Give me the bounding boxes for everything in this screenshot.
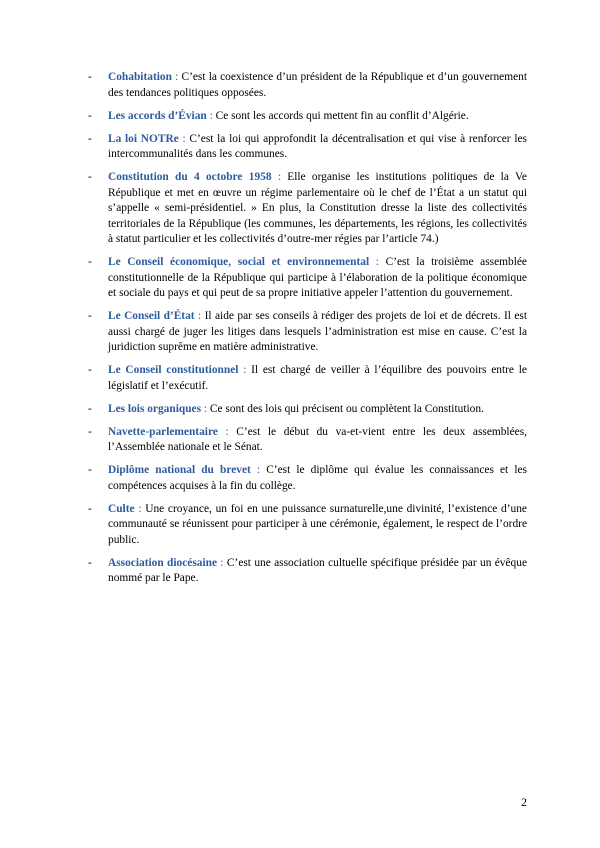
term: Le Conseil constitutionnel [108,364,239,376]
definition: Il est chargé de veiller à l’équilibre des pouvoirs entre le législatif et l’exécutif. [108,364,527,392]
term-separator: : [201,402,210,415]
term-separator: : [238,364,252,376]
definition: Ce sont des lois qui précisent ou complètent la Constitution. [209,402,484,415]
bullet-dash: - [88,402,92,415]
bullet-dash: - [88,425,92,438]
definition: C’est le diplôme qui évalue les connaissances et les compétences acquises à la fin du collège. [108,464,527,492]
term: Culte [108,502,135,515]
glossary-item-brevet [88,463,527,494]
term: Les lois organiques [108,402,202,415]
term: Association diocésaine [108,556,218,569]
glossary-item-conseil-constitutionnel [88,363,527,394]
glossary-item-constitution-1958 [88,170,527,248]
term-separator: : [134,502,146,515]
term: Le Conseil d’État [108,310,195,322]
term-separator: : [217,425,237,438]
term-separator: : [178,132,190,145]
term-separator: : [369,256,386,268]
bullet-dash: - [88,502,92,515]
glossary-item-navette-parlementaire [88,425,527,456]
bullet-dash: - [88,364,92,376]
glossary-item-loi-notre [88,132,527,163]
bullet-dash: - [88,256,92,268]
term-separator: : [194,310,205,322]
bullet-dash: - [88,71,92,83]
glossary-item-conseil-etat [88,309,527,356]
term: Cohabitation [108,71,172,83]
bullet-dash: - [88,556,92,569]
definition: Elle organise les institutions politiques de la Ve République et met en œuvre un régime parlementaire où le chef de l’État a un statut qui s’appelle « semi-présidentiel. » En plus, la Constitution dresse la liste des collectivités territoriales de la République (les communes, les départements, les régions, les collectivités à statut particulier et les collectivités d’outre-mer régies par l’article 74.) [108,171,527,245]
term: Constitution du 4 octobre 1958 [108,171,272,183]
glossary-item-cohabitation [88,70,527,101]
term: Navette-parlementaire [108,425,218,438]
definition: C’est une association cultuelle spécifique présidée par un évêque nommé par le Pape. [108,556,528,584]
definition: C’est la coexistence d’un président de la République et d’un gouvernement des tendances politiques opposées. [108,71,527,99]
glossary-item-accords-evian [88,109,527,125]
term: Diplôme national du brevet [108,464,251,476]
page-number: 2 [521,795,527,809]
bullet-dash: - [88,132,92,145]
glossary-item-cese [88,255,527,302]
bullet-dash: - [88,171,92,183]
definition: Ce sont les accords qui mettent fin au conflit d’Algérie. [215,109,469,122]
bullet-dash: - [88,109,92,122]
glossary-item-culte [88,502,527,549]
definition: C’est la troisième assemblée constitutionnelle de la République qui participe à l’élaboration de la politique économique et sociale du pays et qui peut de sa propre initiative appeler l’attention du gouvernement. [108,256,527,299]
bullet-dash: - [88,310,92,322]
term-separator: : [217,556,227,569]
definition: C’est le début du va-et-vient entre les deux assemblées, l’Assemblée nationale et le Sénat. [108,425,527,453]
term: Les accords d’Évian [108,109,207,122]
definition: Une croyance, un foi en une puissance surnaturelle,une divinité, l’existence d’une communauté se réunissent pour participer à une cérémonie, également, le respect de l’ordre public. [108,502,527,546]
definition: C’est la loi qui approfondit la décentralisation et qui vise à renforcer les intercommunalités dans les communes. [108,132,527,160]
definition: Il aide par ses conseils à rédiger des projets de loi et de décrets. Il est aussi chargé de juger les litiges dans lesquels l’administration est mise en cause. C’est la juridiction suprême en matière administrative. [108,310,527,353]
term-separator: : [271,171,288,183]
term-separator: : [206,109,216,122]
term-separator: : [250,464,267,476]
term: La loi NOTRe [108,132,179,145]
glossary-item-lois-organiques [88,402,527,418]
term: Le Conseil économique, social et environnemental [108,256,370,268]
term-separator: : [171,71,182,83]
glossary-list [88,70,527,594]
glossary-item-association-diocesaine [88,556,527,587]
bullet-dash: - [88,464,92,476]
